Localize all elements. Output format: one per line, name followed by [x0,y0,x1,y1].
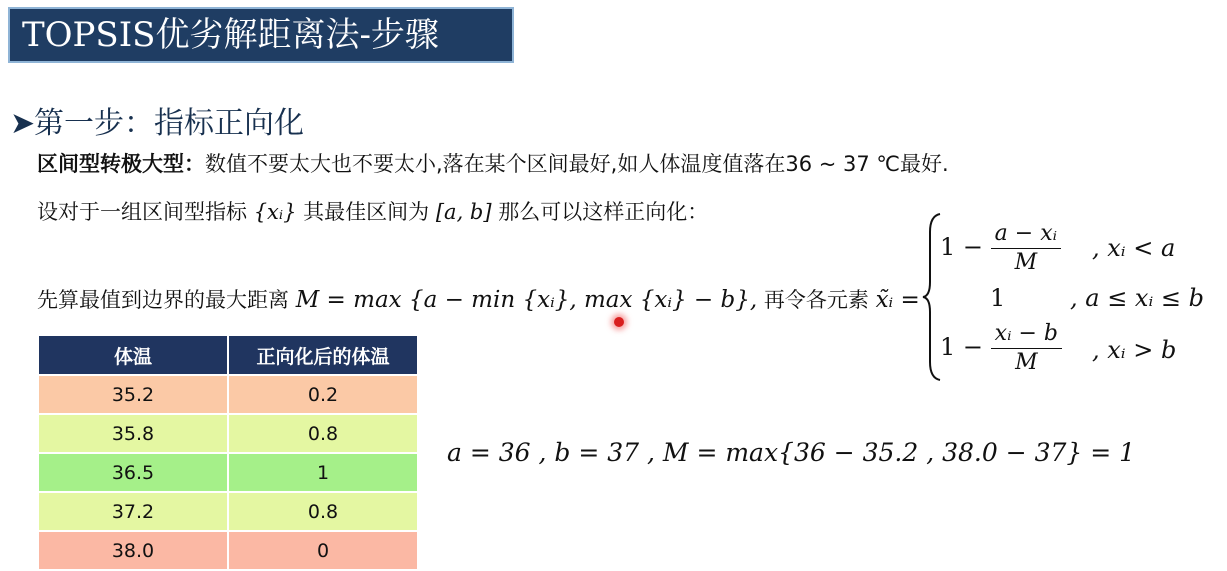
table-cell-normalized: 0 [229,532,417,569]
table-header-temp: 体温 [39,336,227,374]
case1-denominator: M [1014,250,1038,275]
line2-post: 那么可以这样正向化： [498,200,709,224]
table-header-row [39,336,417,374]
table-cell-temp: 35.8 [39,415,227,452]
case1-fraction [991,220,1061,277]
left-brace-icon [922,212,942,382]
step-heading [10,98,304,142]
case3-numerator: xᵢ − b [991,320,1062,349]
pointer-dot [614,317,624,327]
case3-one-minus: 1 − [940,333,984,361]
case1-condition: , xᵢ < a [1092,234,1176,262]
case-1 [940,220,1061,277]
case1-one-minus: 1 − [940,233,984,261]
description-text: 数值不要太大也不要太小,落在某个区间最好,如人体温度值落在36 ~ 37 ℃最好. [205,152,949,176]
slide-title: TOPSIS优劣解距离法-步骤 [8,7,514,63]
case3-condition: , xᵢ > b [1092,336,1177,364]
description-line-3 [37,284,920,314]
table-row [39,376,417,413]
table-row [39,493,417,530]
description-line-1 [37,148,949,178]
case2-condition: , a ≤ xᵢ ≤ b [1070,284,1205,312]
description-line-2 [37,196,708,226]
table-row [39,532,417,569]
max-distance-formula: M = max {a − min {xᵢ}, max {xᵢ} − b}, [295,287,758,313]
table-cell-temp: 35.2 [39,376,227,413]
description-bold-label: 区间型转极大型： [37,152,205,176]
element-lhs: x̃ᵢ = [875,287,920,313]
optimal-interval: [a, b] [435,200,492,224]
table-cell-temp: 36.5 [39,454,227,491]
table-cell-normalized: 0.2 [229,376,417,413]
line2-pre: 设对于一组区间型指标 [37,200,247,224]
indicator-set: {xᵢ} [253,200,297,224]
table-row [39,415,417,452]
result-formula: a = 36 , b = 37 , M = max{36 − 35.2 , 38.0 − 37} = 1 [447,438,1136,467]
case3-fraction [991,320,1062,377]
line3-pre: 先算最值到边界的最大距离 [37,288,289,312]
table-cell-normalized: 0.8 [229,415,417,452]
table-cell-normalized: 0.8 [229,493,417,530]
table-cell-temp: 37.2 [39,493,227,530]
table-row [39,454,417,491]
table-cell-temp: 38.0 [39,532,227,569]
step-heading-text: 第一步：指标正向化 [34,106,304,141]
table-cell-normalized: 1 [229,454,417,491]
line2-mid: 其最佳区间为 [303,200,430,224]
case1-numerator: a − xᵢ [991,220,1061,249]
piecewise-formula [862,212,1222,382]
temperature-table [37,334,419,571]
table-header-normalized: 正向化后的体温 [229,336,417,374]
case3-denominator: M [1015,350,1038,375]
line3-post: 再令各元素 [763,288,869,312]
case-3 [940,320,1062,377]
case2-value: 1 [990,284,1006,312]
arrow-icon: ➤ [10,106,36,141]
